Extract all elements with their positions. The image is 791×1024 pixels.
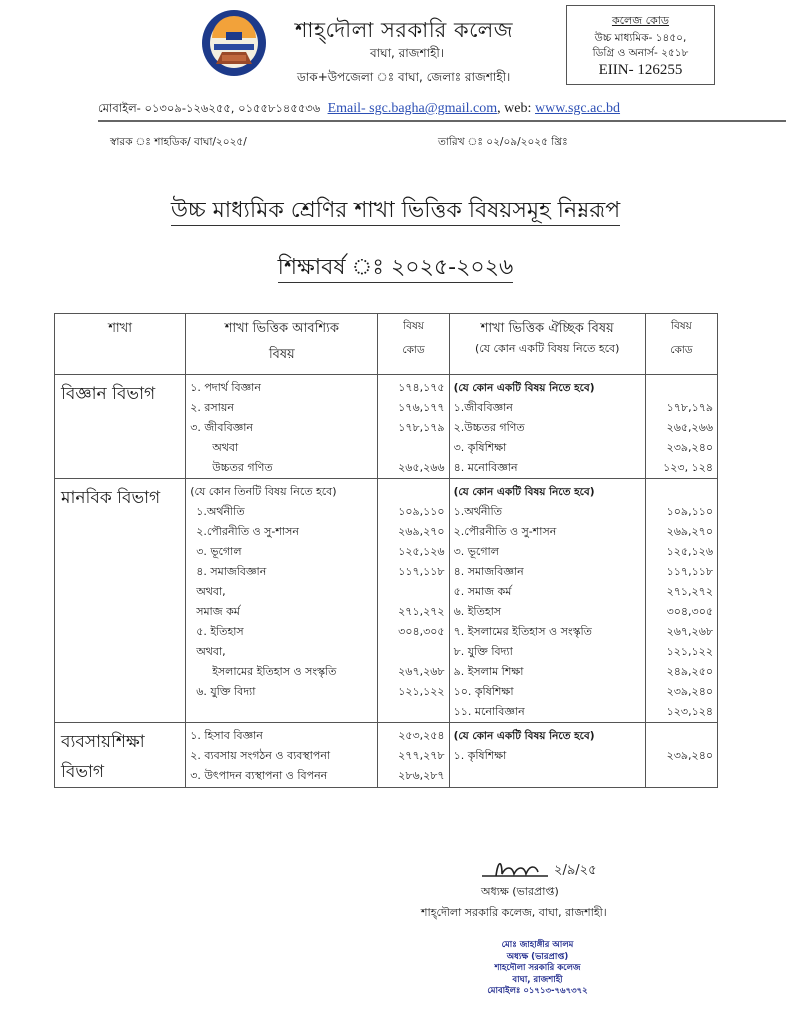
code: ১২১,১২২ [398, 685, 445, 698]
code: ২৭১,২৭২ [666, 585, 713, 598]
mobile-numbers: মোবাইল- ০১৩০৯-১২৬২৫৫, ০১৫৫৮১৪৫৫৩৬ [98, 101, 321, 115]
email-link[interactable]: Email- sgc.bagha@gmail.com [327, 101, 498, 116]
list-item: ৪. মনোবিজ্ঞান [453, 461, 518, 474]
list-item: ১. হিসাব বিজ্ঞান [190, 729, 263, 742]
college-emblem-icon [200, 8, 268, 78]
memo-date: তারিখ ঃ ০২/০৯/২০২৫ খ্রিঃ [438, 136, 568, 148]
list-item: ১১. মনোবিজ্ঞান [453, 705, 525, 718]
list-item: ১.জীববিজ্ঞান [453, 401, 513, 414]
header-compulsory-code: বিষয় কোড [378, 314, 449, 375]
branch-humanities: মানবিক বিভাগ [55, 479, 186, 723]
code: ১১৭,১১৮ [398, 565, 445, 578]
college-address: ডাক+উপজেলা ঃ বাঘা, জেলাঃ রাজশাহী। [297, 70, 511, 84]
branch-business [55, 723, 186, 788]
code: ২৬৭,২৬৮ [398, 665, 445, 678]
list-item: ৪. সমাজবিজ্ঞান [453, 565, 524, 578]
signatory-title: অধ্যক্ষ (ভারপ্রাপ্ত) [481, 885, 559, 898]
code: ১২৩,১২৪ [666, 705, 713, 718]
list-item: ১.অর্থনীতি [196, 505, 245, 518]
branch-science: বিজ্ঞান বিভাগ [55, 375, 186, 479]
list-item: অথবা, [196, 585, 226, 598]
signature-date: ২/৯/২৫ [554, 863, 597, 878]
code: ৩০৪,৩০৫ [666, 605, 713, 618]
list-item: ৭. ইসলামের ইতিহাস ও সংস্কৃতি [453, 625, 592, 638]
code: ২৩৯,২৪০ [666, 749, 713, 762]
header-branch: শাখা [55, 314, 186, 375]
signatory-college: শাহ্‌দৌলা সরকারি কলেজ, বাঘা, রাজশাহী। [421, 906, 607, 919]
code: ২৫৩,২৫৪ [398, 729, 445, 742]
code: ১২৩, ১২৪ [663, 461, 713, 474]
list-item: ৩. ভূগোল [196, 545, 242, 558]
table-row-science [55, 375, 718, 479]
code: ১২৫,১২৬ [666, 545, 713, 558]
code: ১১৭,১১৮ [666, 565, 713, 578]
web-label: , web: [497, 101, 532, 116]
code: ১৭৮,১৭৯ [398, 421, 445, 434]
branch-business-line1: ব্যবসায়শিক্ষা [61, 732, 145, 752]
code: ২৭৭,২৭৮ [398, 749, 445, 762]
compulsory-note: (যে কোন তিনটি বিষয় নিতে হবে) [190, 485, 337, 498]
stamp-designation: অধ্যক্ষ (ভারপ্রাপ্ত) [506, 951, 569, 962]
session-title [0, 250, 791, 287]
page-title-text: উচ্চ মাধ্যমিক শ্রেণির শাখা ভিত্তিক বিষয়সমূহ নিম্নরূপ [171, 198, 620, 226]
contact-line [98, 100, 620, 119]
code [378, 582, 444, 602]
list-item: সমাজ কর্ম [196, 605, 240, 618]
code: ২৭১,২৭২ [398, 605, 445, 618]
code: ১০৯,১১০ [398, 505, 445, 518]
code: ২৬৯,২৭০ [666, 525, 713, 538]
list-item: ৯. ইসলাম শিক্ষা [453, 665, 524, 678]
business-compulsory-codes [378, 723, 449, 788]
stamp-name: মোঃ জাহাঙ্গীর আলম [501, 940, 574, 950]
list-item: উচ্চতর গণিত [212, 461, 273, 474]
list-item: ১.অর্থনীতি [453, 505, 502, 518]
session-title-text: শিক্ষাবর্ষ ঃ ২০২৫-২০২৬ [278, 255, 514, 283]
header-divider [98, 120, 786, 122]
list-item: ৩. ভূগোল [453, 545, 499, 558]
code: ৩০৪,৩০৫ [398, 625, 445, 638]
stamp-mobile: মোবাইলঃ ০১৭১৩-৭৬৭৩৭২ [487, 986, 588, 996]
official-seal-stamp [470, 940, 605, 998]
table-row-humanities [55, 479, 718, 723]
humanities-compulsory-codes [378, 479, 449, 723]
website-link[interactable]: www.sgc.ac.bd [535, 101, 621, 116]
science-compulsory-list [186, 375, 378, 479]
list-item: ১০. কৃষিশিক্ষা [453, 685, 514, 698]
header-optional: শাখা ভিত্তিক ঐচ্ছিক বিষয় (যে কোন একটি বিষয় নিতে হবে) [449, 314, 645, 375]
college-code-box [566, 5, 715, 85]
code: ১৭৮,১৭৯ [666, 401, 713, 414]
header-compulsory: শাখা ভিত্তিক আবশ্যিক বিষয় [186, 314, 378, 375]
code: ২৩৯,২৪০ [666, 685, 713, 698]
science-optional-codes [645, 375, 717, 479]
principal-signature [478, 856, 628, 882]
list-item: ২.পৌরনীতি ও সু-শাসন [453, 525, 557, 538]
code: ২৬৭,২৬৮ [666, 625, 713, 638]
college-name: শাহ্‌দৌলা সরকারি কলেজ [295, 18, 514, 42]
list-item: ইসলামের ইতিহাস ও সংস্কৃতি [212, 665, 337, 678]
list-item: ৩. উৎপাদন ব্যস্থাপনা ও বিপনন [190, 769, 328, 782]
list-item: ১. কৃষিশিক্ষা [453, 749, 507, 762]
humanities-optional-list [449, 479, 645, 723]
code: ১২৫,১২৬ [398, 545, 445, 558]
list-item: ৪. সমাজবিজ্ঞান [196, 565, 267, 578]
code: ২৬৫,২৬৬ [398, 461, 445, 474]
list-item: ৮. যুক্তি বিদ্যা [453, 645, 513, 658]
list-item: অথবা, [196, 645, 226, 658]
science-compulsory-codes [378, 375, 449, 479]
code: ১২১,১২২ [666, 645, 713, 658]
business-compulsory-list [186, 723, 378, 788]
subjects-table [54, 313, 718, 788]
humanities-compulsory-list [186, 479, 378, 723]
list-item: ৬. যুক্তি বিদ্যা [196, 685, 256, 698]
code: ২৬৫,২৬৬ [666, 421, 713, 434]
table-header-row [55, 314, 718, 375]
business-optional-list [449, 723, 645, 788]
code-box-title: কলেজ কোড [611, 14, 670, 27]
optional-note: (যে কোন একটি বিষয় নিতে হবে) [453, 486, 595, 498]
code: ১৭৪,১৭৫ [398, 381, 445, 394]
list-item: ২. রসায়ন [190, 401, 234, 414]
code [378, 438, 444, 458]
stamp-location: বাঘা, রাজশাহী [512, 974, 563, 985]
table-row-business [55, 723, 718, 788]
code [378, 642, 444, 662]
college-location: বাঘা, রাজশাহী। [370, 46, 445, 60]
branch-business-line2: বিভাগ [61, 762, 105, 782]
optional-note: (যে কোন একটি বিষয় নিতে হবে) [453, 730, 595, 742]
header-optional-code: বিষয় কোড [645, 314, 717, 375]
list-item: ৫. সমাজ কর্ম [453, 585, 512, 598]
list-item: ৬. ইতিহাস [453, 605, 502, 618]
stamp-college: শাহদৌলা সরকারি কলেজ [494, 963, 581, 973]
science-optional-list [449, 375, 645, 479]
eiin-number: EIIN- 126255 [598, 62, 683, 78]
list-item: ৩. জীববিজ্ঞান [190, 421, 253, 434]
list-item: অথবা [212, 441, 239, 454]
hsc-code: উচ্চ মাধ্যমিক- ১৪৫০, [594, 32, 687, 44]
code: ২৮৬,২৮৭ [398, 769, 445, 782]
code: ২৪৯,২৫০ [666, 665, 713, 678]
code: ১৭৬,১৭৭ [398, 401, 445, 414]
degree-code: ডিগ্রি ও অনার্স- ২৫১৮ [592, 47, 689, 59]
list-item: ৩. কৃষিশিক্ষা [453, 441, 507, 454]
page-title [0, 193, 791, 230]
list-item: ২.পৌরনীতি ও সু-শাসন [196, 525, 299, 538]
list-item: ২. ব্যবসায় সংগঠন ও ব্যবস্থাপনা [190, 749, 331, 762]
optional-note: (যে কোন একটি বিষয় নিতে হবে) [453, 382, 595, 394]
code: ১০৯,১১০ [666, 505, 713, 518]
code: ২৩৯,২৪০ [666, 441, 713, 454]
business-optional-codes [645, 723, 717, 788]
code: ২৬৯,২৭০ [398, 525, 445, 538]
humanities-optional-codes [645, 479, 717, 723]
list-item: ২.উচ্চতর গণিত [453, 421, 525, 434]
list-item: ১. পদার্থ বিজ্ঞান [190, 381, 261, 394]
list-item: ৫. ইতিহাস [196, 625, 244, 638]
memo-reference: স্বারক ঃ শাহডিক/ বাঘা/২০২৫/ [110, 136, 247, 148]
